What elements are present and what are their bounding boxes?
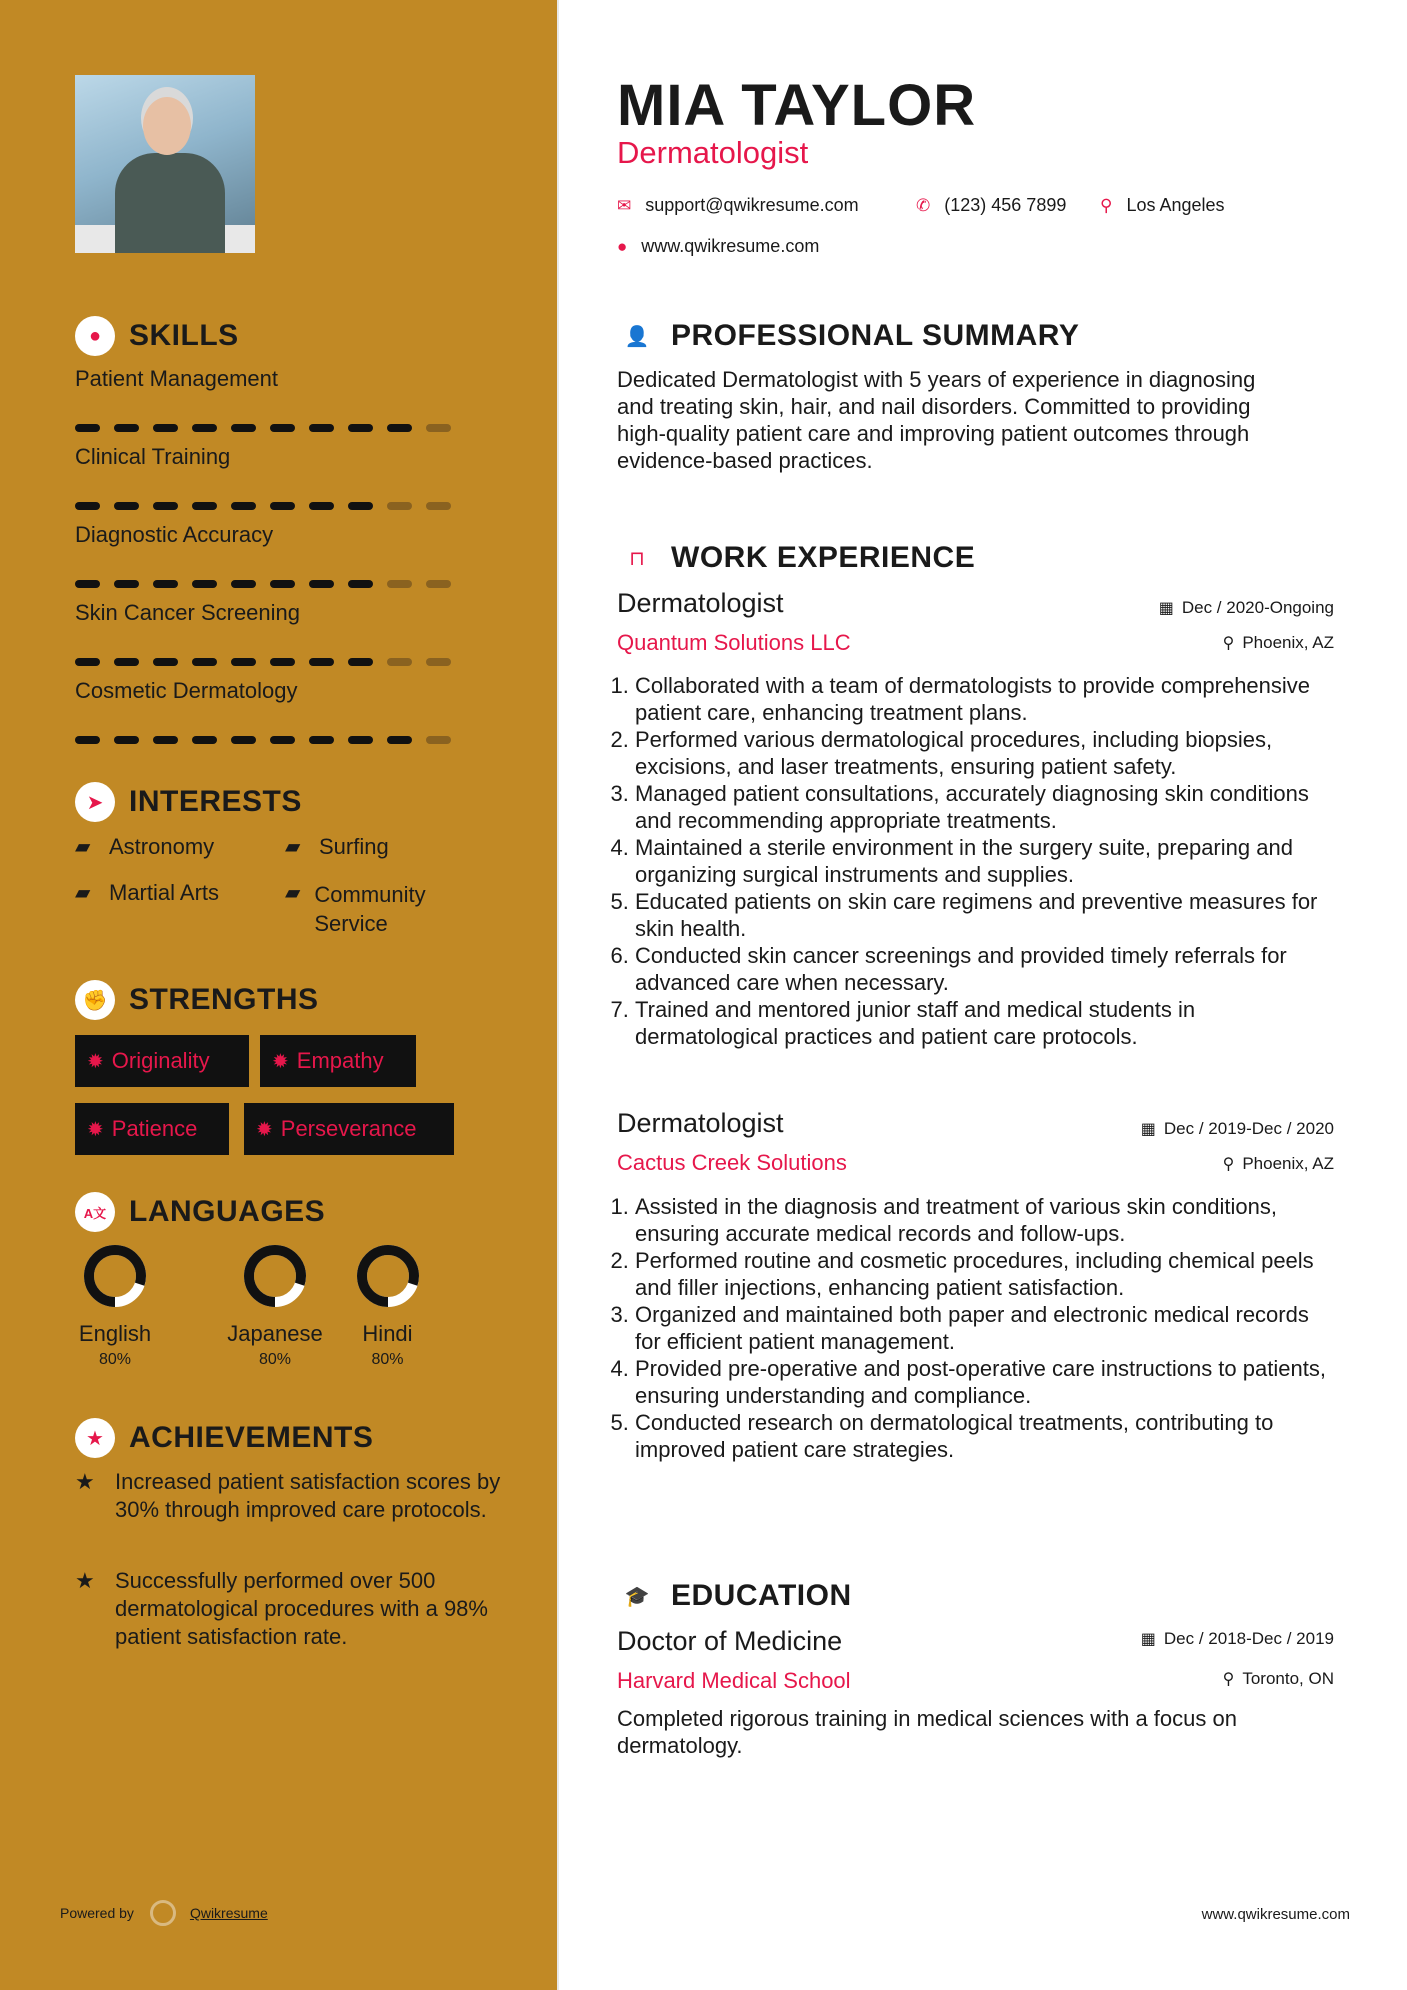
map-pin-icon: ⚲ — [1100, 195, 1113, 215]
job-bullets — [617, 1193, 1340, 1463]
list-item: 7. Trained and mentored junior staff and medical students in dermatological practices and patient care protocols. — [635, 996, 1340, 1050]
language-item — [340, 1244, 435, 1369]
languages-heading: A文 LANGUAGES — [75, 1192, 325, 1232]
translate-icon: A文 — [75, 1192, 115, 1232]
star-burst-icon: ✹ — [87, 1118, 104, 1141]
interest-item: ▰ Astronomy — [75, 834, 215, 859]
job-location: ⚲ Phoenix, AZ — [1222, 633, 1334, 652]
language-ring — [83, 1244, 147, 1308]
skill-segment — [75, 736, 100, 744]
skill-segment — [348, 736, 373, 744]
skill-segment — [153, 424, 178, 432]
candidate-name: MIA TAYLOR — [617, 73, 977, 138]
education-heading: 🎓 EDUCATION — [617, 1576, 852, 1616]
interest-item: ▰ Community Service — [285, 882, 426, 936]
strength-tag: ✹ Patience — [75, 1103, 229, 1155]
skill-segment — [192, 502, 217, 510]
list-item: 1. Assisted in the diagnosis and treatment of various skin conditions, ensuring accurate medical records and follow-ups. — [635, 1193, 1340, 1247]
column-divider — [557, 0, 559, 1990]
skill-segment — [114, 502, 139, 510]
skill-item — [75, 366, 465, 432]
skill-segment — [75, 424, 100, 432]
skill-segment — [192, 580, 217, 588]
skill-segment — [114, 736, 139, 744]
skill-segment — [426, 502, 451, 510]
book-icon: ▰ — [75, 836, 91, 858]
summary-text: Dedicated Dermatologist with 5 years of experience in diagnosing and treating skin, hair, and nail disorders. Committed to providing high-quality patient care and improving patient outcomes through evidence-based practices. — [617, 367, 1256, 473]
skill-segment — [114, 424, 139, 432]
language-name: English — [78, 1321, 152, 1346]
skill-segment — [114, 658, 139, 666]
list-item: 2. Performed various dermatological procedures, including biopsies, excisions, and laser treatments, ensuring patient safety. — [635, 726, 1340, 780]
skill-segment — [153, 736, 178, 744]
skill-segment — [348, 580, 373, 588]
globe-icon: ● — [617, 236, 628, 256]
skill-segment — [309, 502, 334, 510]
list-item: 2. Performed routine and cosmetic procedures, including chemical peels and filler injections, enhancing patient satisfaction. — [635, 1247, 1340, 1301]
powered-by: Powered by Qwikresume — [60, 1900, 268, 1926]
calendar-icon: ▦ — [1158, 600, 1174, 617]
skill-segment — [426, 580, 451, 588]
skill-name: Clinical Training — [75, 444, 231, 469]
skill-name: Diagnostic Accuracy — [75, 522, 274, 547]
paper-plane-icon: ➤ — [75, 782, 115, 822]
skill-segment — [75, 658, 100, 666]
strength-tag: ✹ Perseverance — [244, 1103, 454, 1155]
skill-segment — [387, 580, 412, 588]
language-percent: 80% — [258, 1351, 292, 1368]
graduate-icon: 🎓 — [617, 1576, 657, 1616]
calendar-icon: ▦ — [1140, 1631, 1156, 1648]
job-dates: ▦ Dec / 2019-Dec / 2020 — [1140, 1119, 1334, 1138]
skill-segment — [231, 424, 256, 432]
skill-segment — [426, 658, 451, 666]
skill-item — [75, 444, 465, 510]
list-item: 5. Conducted research on dermatological treatments, contributing to improved patient care strategies. — [635, 1409, 1340, 1463]
skill-level-bar — [75, 502, 465, 510]
skill-segment — [114, 580, 139, 588]
user-icon: 👤 — [617, 316, 657, 356]
list-item: 4. Provided pre-operative and post-operative care instructions to patients, ensuring understanding and compliance. — [635, 1355, 1340, 1409]
skill-segment — [387, 736, 412, 744]
skill-segment — [309, 658, 334, 666]
chair-icon: ⊓ — [617, 538, 657, 578]
skill-segment — [426, 424, 451, 432]
skill-segment — [387, 424, 412, 432]
language-ring — [356, 1244, 420, 1308]
language-item — [205, 1244, 345, 1369]
skill-segment — [231, 502, 256, 510]
achievement-item: ★ Successfully performed over 500 dermatological procedures with a 98% patient satisfaction rate. — [75, 1568, 488, 1649]
pushpin-icon: ⚲ — [1222, 1671, 1235, 1688]
education-text: Completed rigorous training in medical sciences with a focus on dermatology. — [617, 1706, 1237, 1758]
star-burst-icon: ✹ — [272, 1050, 289, 1073]
skill-segment — [270, 502, 295, 510]
achievements-heading: ★ ACHIEVEMENTS — [75, 1418, 373, 1458]
skill-segment — [309, 580, 334, 588]
language-ring — [243, 1244, 307, 1308]
skill-level-bar — [75, 736, 465, 744]
envelope-icon: ✉ — [617, 195, 632, 215]
strength-tag: ✹ Empathy — [260, 1035, 416, 1087]
list-item: 4. Maintained a sterile environment in the surgery suite, preparing and organizing surgical instruments and supplies. — [635, 834, 1340, 888]
phone-contact: ✆ (123) 456 7899 — [916, 195, 1067, 215]
list-item: 3. Organized and maintained both paper and electronic medical records for efficient patient management. — [635, 1301, 1340, 1355]
profile-photo — [75, 75, 255, 253]
job-title: Dermatologist — [617, 1108, 784, 1138]
skill-segment — [75, 502, 100, 510]
skill-name: Skin Cancer Screening — [75, 600, 301, 625]
language-item — [75, 1244, 155, 1369]
website-contact: ● www.qwikresume.com — [617, 236, 820, 256]
skill-name: Patient Management — [75, 366, 279, 391]
skill-segment — [231, 736, 256, 744]
job-bullets — [617, 672, 1340, 1050]
skill-segment — [348, 424, 373, 432]
skill-item — [75, 600, 465, 666]
school-name: Harvard Medical School — [617, 1668, 851, 1693]
skill-segment — [192, 658, 217, 666]
skill-item — [75, 678, 465, 744]
qwikresume-logo-icon — [150, 1900, 176, 1926]
skills-heading: ● SKILLS — [75, 316, 239, 356]
education-location: ⚲ Toronto, ON — [1222, 1669, 1334, 1688]
skill-segment — [387, 658, 412, 666]
skill-segment — [153, 580, 178, 588]
company-name: Cactus Creek Solutions — [617, 1150, 847, 1175]
strength-tag: ✹ Originality — [75, 1035, 249, 1087]
skill-name: Cosmetic Dermatology — [75, 678, 298, 703]
star-badge-icon: ★ — [75, 1418, 115, 1458]
job-dates: ▦ Dec / 2020-Ongoing — [1158, 598, 1334, 617]
list-item: 6. Conducted skin cancer screenings and provided timely referrals for advanced care when necessary. — [635, 942, 1340, 996]
skill-segment — [153, 658, 178, 666]
email-contact: ✉ support@qwikresume.com — [617, 195, 859, 215]
star-burst-icon: ✹ — [256, 1118, 273, 1141]
skill-segment — [192, 736, 217, 744]
phone-icon: ✆ — [916, 195, 931, 215]
skill-level-bar — [75, 580, 465, 588]
skill-segment — [270, 424, 295, 432]
pushpin-icon: ⚲ — [1222, 1156, 1235, 1173]
location-contact: ⚲ Los Angeles — [1100, 195, 1225, 215]
skill-segment — [426, 736, 451, 744]
skill-segment — [231, 658, 256, 666]
skill-level-bar — [75, 658, 465, 666]
skill-segment — [309, 736, 334, 744]
skill-segment — [231, 580, 256, 588]
education-dates: ▦ Dec / 2018-Dec / 2019 — [1140, 1629, 1334, 1648]
job-title: Dermatologist — [617, 588, 784, 618]
skill-segment — [387, 502, 412, 510]
language-name: Japanese — [227, 1321, 323, 1346]
degree-title: Doctor of Medicine — [617, 1626, 843, 1656]
skill-segment — [309, 424, 334, 432]
star-burst-icon: ✹ — [87, 1050, 104, 1073]
candidate-title: Dermatologist — [617, 135, 809, 170]
shooting-star-icon: ★ — [75, 1568, 95, 1593]
achievement-item: ★ Increased patient satisfaction scores by 30% through improved care protocols. — [75, 1469, 501, 1522]
language-name: Hindi — [362, 1321, 413, 1346]
language-percent: 80% — [371, 1351, 404, 1368]
book-icon: ▰ — [75, 882, 91, 904]
pushpin-icon: ⚲ — [1222, 635, 1235, 652]
skill-segment — [192, 424, 217, 432]
brand-link[interactable]: Qwikresume — [189, 1905, 268, 1921]
footer-website[interactable]: www.qwikresume.com — [1201, 1906, 1350, 1923]
company-name: Quantum Solutions LLC — [617, 630, 851, 655]
interest-item: ▰ Martial Arts — [75, 880, 220, 905]
language-percent: 80% — [98, 1351, 132, 1368]
fist-icon: ✊ — [75, 980, 115, 1020]
job-location: ⚲ Phoenix, AZ — [1222, 1154, 1334, 1173]
skill-level-bar — [75, 424, 465, 432]
strengths-heading: ✊ STRENGTHS — [75, 980, 319, 1020]
skill-segment — [153, 502, 178, 510]
skill-segment — [270, 736, 295, 744]
skill-segment — [75, 580, 100, 588]
skill-item — [75, 522, 465, 588]
experience-heading: ⊓ WORK EXPERIENCE — [617, 538, 975, 578]
skill-segment — [348, 502, 373, 510]
calendar-icon: ▦ — [1140, 1121, 1156, 1138]
interest-item: ▰ Surfing — [285, 834, 389, 859]
skill-segment — [270, 658, 295, 666]
book-icon: ▰ — [285, 882, 301, 904]
skill-segment — [348, 658, 373, 666]
skill-segment — [270, 580, 295, 588]
interests-heading: ➤ INTERESTS — [75, 782, 302, 822]
list-item: 1. Collaborated with a team of dermatologists to provide comprehensive patient care, enhancing treatment plans. — [635, 672, 1340, 726]
list-item: 5. Educated patients on skin care regimens and preventive measures for skin health. — [635, 888, 1340, 942]
lightbulb-icon: ● — [75, 316, 115, 356]
book-icon: ▰ — [285, 836, 301, 858]
list-item: 3. Managed patient consultations, accurately diagnosing skin conditions and recommending appropriate treatments. — [635, 780, 1340, 834]
shooting-star-icon: ★ — [75, 1469, 95, 1494]
summary-heading: 👤 PROFESSIONAL SUMMARY — [617, 316, 1079, 356]
